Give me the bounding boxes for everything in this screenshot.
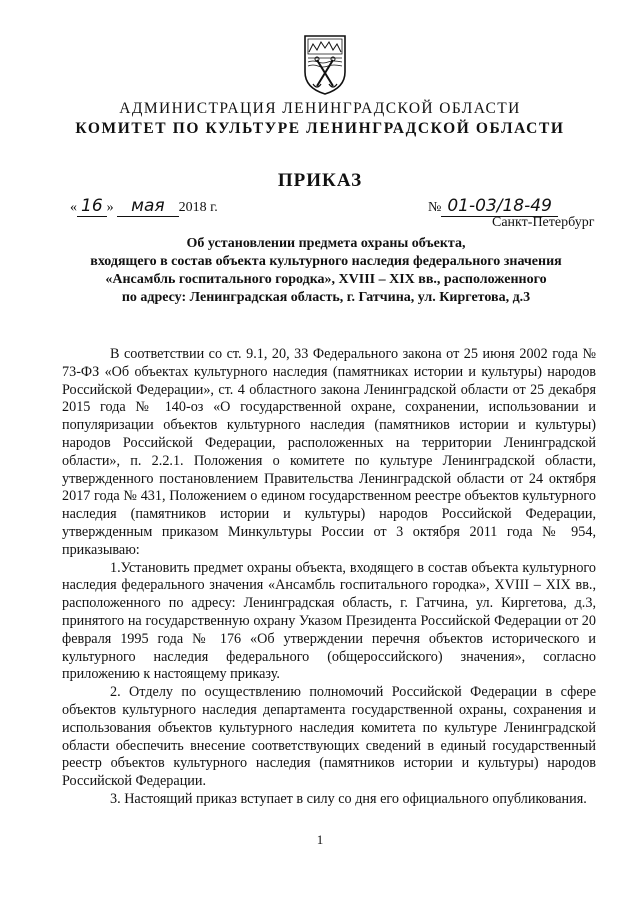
subject-line: по адресу: Ленинградская область, г. Гатчина, ул. Киргетова, д.3: [121, 290, 531, 305]
date-open-quote: «: [70, 200, 77, 215]
committee-name: КОМИТЕТ ПО КУЛЬТУРЕ ЛЕНИНГРАДСКОЙ ОБЛАСТИ: [75, 120, 565, 137]
order-subject: [60, 235, 592, 307]
coat-of-arms-icon: [303, 34, 347, 96]
document-title: ПРИКАЗ: [277, 170, 363, 191]
date-month: мая: [117, 196, 178, 217]
subject-line: Об установлении предмета охраны объекта,: [186, 236, 466, 251]
page-number: 1: [316, 832, 324, 847]
order-body: [62, 346, 596, 809]
body-paragraph: В соответствии со ст. 9.1, 20, 33 Федерального закона от 25 июня 2002 года № 73-ФЗ «Об объектах культурного наследия (памятниках истории и культуры) народов Российской Федерации», ст. 4 областного закона Ленинградской области от 25 декабря 2015 года № 140-оз «О государственной охране, сохранении, использовании и популяризации объектов культурного наследия (памятников истории и культуры) народов Российской Федерации, расположенных на территории Ленинградской области», п. 2.2.1. Положения о комитете по культуре Ленинградской области, утвержденного постановлением Правительства Ленинградской области от 24 октября 2017 года № 431, Положением о едином государственном реестре объектов культурного наследия (памятников истории и культуры) народов Российской Федерации, утвержденным приказом Минкультуры России от 3 октября 2011 года № 954, приказываю:: [62, 346, 596, 558]
city: Санкт-Петербург: [492, 215, 595, 230]
subject-line: «Ансамбль госпитального городка», XVIII – XIX вв., расположенного: [105, 272, 547, 287]
body-paragraph: 1.Установить предмет охраны объекта, входящего в состав объекта культурного наследия федерального значения «Ансамбль госпитального городка», XVIII – XIX вв., расположенного по адресу: Ленинградская область, г. Гатчина, ул. Киргетова, д.3, принятого на государственную охрану Указом Президента Российской Федерации от 20 февраля 1995 года № 176 «Об утверждении перечня объектов исторического и культурного наследия федерального (общероссийского) значения», согласно приложению к настоящему приказу.: [62, 559, 596, 683]
subject-line: входящего в состав объекта культурного наследия федерального значения: [90, 254, 562, 269]
date-day: 16: [77, 196, 107, 217]
body-paragraph: 2. Отделу по осуществлению полномочий Российской Федерации в сфере объектов культурного наследия департамента государственной охраны, сохранения и использования объектов культурного наследия комитета по культуре Ленинградской области обеспечить внесение соответствующих сведений в единый государственный реестр объектов культурного наследия (памятников истории и культуры) народов Российской Федерации.: [62, 684, 596, 790]
order-date: [70, 196, 218, 216]
order-number: [428, 196, 558, 216]
date-year: 2018 г.: [178, 200, 218, 215]
organization-name: АДМИНИСТРАЦИЯ ЛЕНИНГРАДСКОЙ ОБЛАСТИ: [119, 100, 521, 117]
date-close-quote: »: [106, 200, 114, 215]
number-prefix: №: [428, 200, 442, 215]
body-paragraph: 3. Настоящий приказ вступает в силу со дня его официального опубликования.: [110, 790, 587, 807]
number-value: 01-03/18-49: [441, 196, 558, 217]
